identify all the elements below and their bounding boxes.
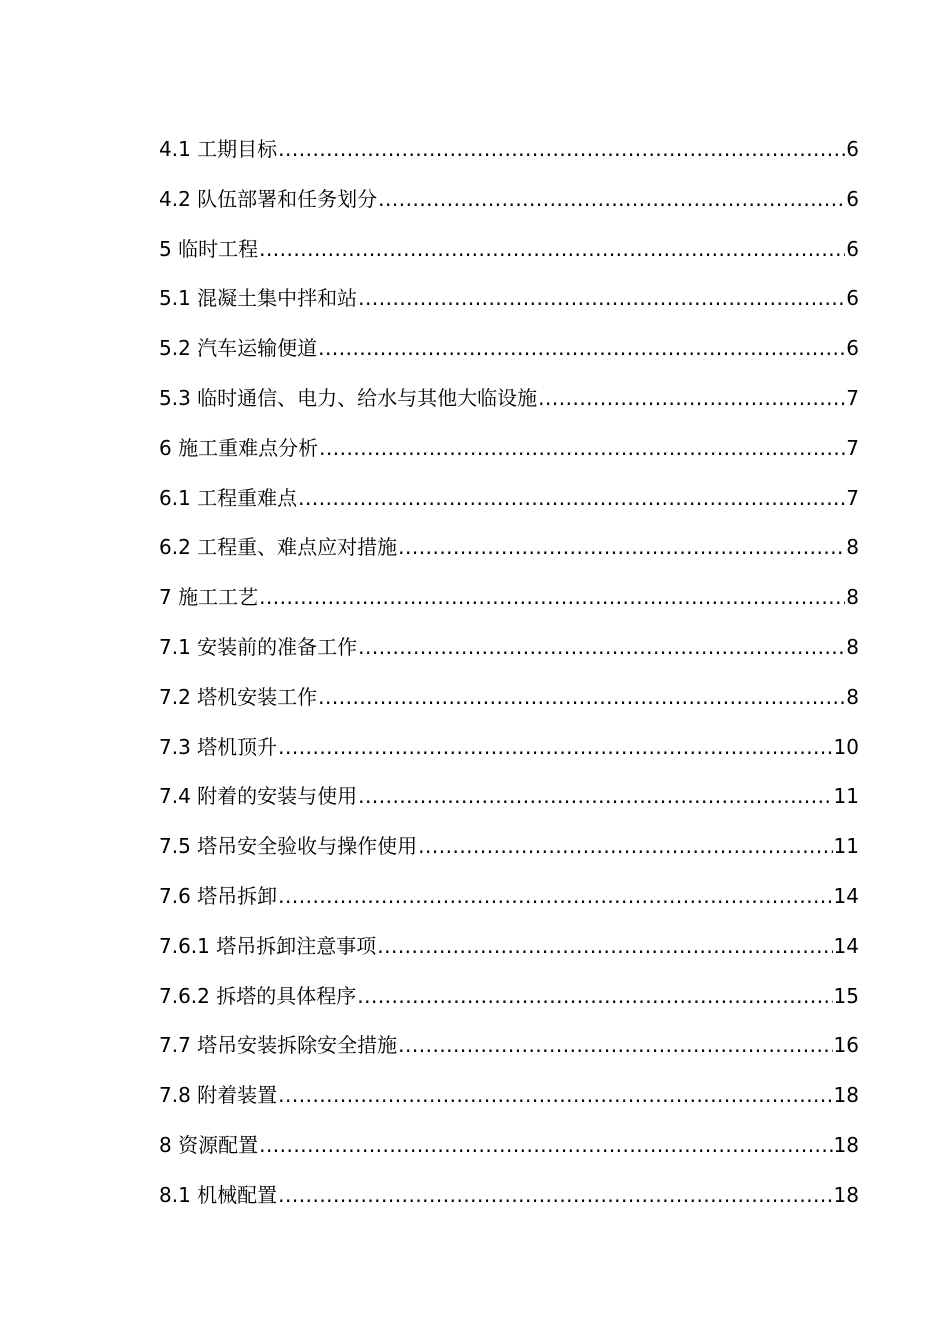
toc-entry[interactable] (159, 474, 859, 524)
toc-entry-title: 7.6 塔吊拆卸 (159, 883, 278, 908)
toc-entry-title: 4.2 队伍部署和任务划分 (159, 186, 378, 211)
toc-page-number: 16 (833, 1033, 859, 1058)
toc-entry[interactable] (159, 872, 859, 922)
toc-dot-leader (378, 175, 845, 225)
toc-dot-leader (358, 623, 845, 673)
toc-page-number: 8 (846, 634, 859, 659)
toc-page-number: 14 (833, 933, 859, 958)
toc-page-number: 11 (833, 784, 859, 809)
toc-dot-leader (377, 922, 832, 972)
toc-dot-leader (278, 125, 845, 175)
toc-entry-title: 7.6.2 拆塔的具体程序 (159, 983, 357, 1008)
toc-dot-leader (278, 1071, 832, 1121)
toc-entry-title: 6.2 工程重、难点应对措施 (159, 535, 398, 560)
toc-entry[interactable] (159, 623, 859, 673)
toc-page-number: 6 (846, 137, 859, 161)
toc-dot-leader (259, 225, 845, 275)
toc-entry[interactable] (159, 424, 859, 474)
toc-entry[interactable] (159, 922, 859, 972)
toc-page-number: 18 (833, 1083, 859, 1108)
toc-page-number: 8 (846, 684, 859, 709)
toc-page-number: 7 (846, 385, 859, 410)
toc-entry-title: 7.6.1 塔吊拆卸注意事项 (159, 933, 377, 958)
toc-entry[interactable] (159, 1021, 859, 1071)
toc-dot-leader (319, 424, 845, 474)
table-of-contents (159, 125, 859, 1221)
toc-page-number: 15 (833, 983, 859, 1008)
toc-entry-title: 7.7 塔吊安装拆除安全措施 (159, 1033, 398, 1058)
toc-entry-title: 5.1 混凝土集中拌和站 (159, 286, 358, 311)
toc-dot-leader (358, 772, 832, 822)
toc-dot-leader (298, 474, 845, 524)
toc-dot-leader (318, 673, 845, 723)
toc-dot-leader (418, 822, 832, 872)
toc-page-number: 10 (833, 734, 859, 759)
toc-entry-title: 7.3 塔机顶升 (159, 734, 278, 759)
toc-entry[interactable] (159, 523, 859, 573)
toc-page-number: 11 (833, 834, 859, 859)
toc-entry[interactable] (159, 723, 859, 773)
toc-entry-title: 8 资源配置 (159, 1132, 259, 1157)
toc-entry[interactable] (159, 972, 859, 1022)
toc-dot-leader (278, 872, 832, 922)
toc-dot-leader (278, 1171, 832, 1221)
toc-page-number: 18 (833, 1132, 859, 1157)
toc-entry[interactable] (159, 1121, 859, 1171)
toc-entry-title: 6 施工重难点分析 (159, 435, 319, 460)
toc-page-number: 14 (833, 883, 859, 908)
toc-dot-leader (259, 573, 845, 623)
toc-entry-title: 6.1 工程重难点 (159, 485, 298, 510)
toc-page-number: 8 (846, 535, 859, 560)
toc-page-number: 7 (846, 485, 859, 510)
toc-dot-leader (398, 1021, 832, 1071)
toc-page-number: 6 (846, 236, 859, 261)
toc-entry-title: 5 临时工程 (159, 236, 259, 261)
toc-entry-title: 7.5 塔吊安全验收与操作使用 (159, 834, 418, 859)
toc-entry-title: 8.1 机械配置 (159, 1182, 278, 1207)
toc-page-number: 18 (833, 1182, 859, 1207)
toc-entry-title: 4.1 工期目标 (159, 137, 278, 161)
toc-dot-leader (538, 374, 845, 424)
toc-entry[interactable] (159, 1071, 859, 1121)
toc-entry-title: 7.4 附着的安装与使用 (159, 784, 358, 809)
toc-entry-title: 7.2 塔机安装工作 (159, 684, 318, 709)
toc-entry[interactable] (159, 374, 859, 424)
toc-entry-title: 5.2 汽车运输便道 (159, 336, 318, 361)
toc-page-number: 6 (846, 186, 859, 211)
toc-entry[interactable] (159, 673, 859, 723)
toc-page-number: 6 (846, 286, 859, 311)
toc-dot-leader (278, 723, 832, 773)
toc-dot-leader (357, 972, 832, 1022)
toc-dot-leader (358, 274, 845, 324)
toc-entry[interactable] (159, 125, 859, 175)
toc-dot-leader (259, 1121, 832, 1171)
toc-page-number: 6 (846, 336, 859, 361)
toc-entry[interactable] (159, 274, 859, 324)
toc-entry[interactable] (159, 822, 859, 872)
toc-entry-title: 7.1 安装前的准备工作 (159, 634, 358, 659)
toc-dot-leader (398, 523, 845, 573)
toc-entry[interactable] (159, 324, 859, 374)
toc-entry[interactable] (159, 772, 859, 822)
toc-entry[interactable] (159, 225, 859, 275)
toc-entry[interactable] (159, 1171, 859, 1221)
toc-entry[interactable] (159, 175, 859, 225)
toc-entry-title: 7 施工工艺 (159, 585, 259, 610)
toc-entry[interactable] (159, 573, 859, 623)
toc-page-number: 8 (846, 585, 859, 610)
toc-page-number: 7 (846, 435, 859, 460)
toc-entry-title: 7.8 附着装置 (159, 1083, 278, 1108)
toc-dot-leader (318, 324, 845, 374)
toc-entry-title: 5.3 临时通信、电力、给水与其他大临设施 (159, 385, 538, 410)
